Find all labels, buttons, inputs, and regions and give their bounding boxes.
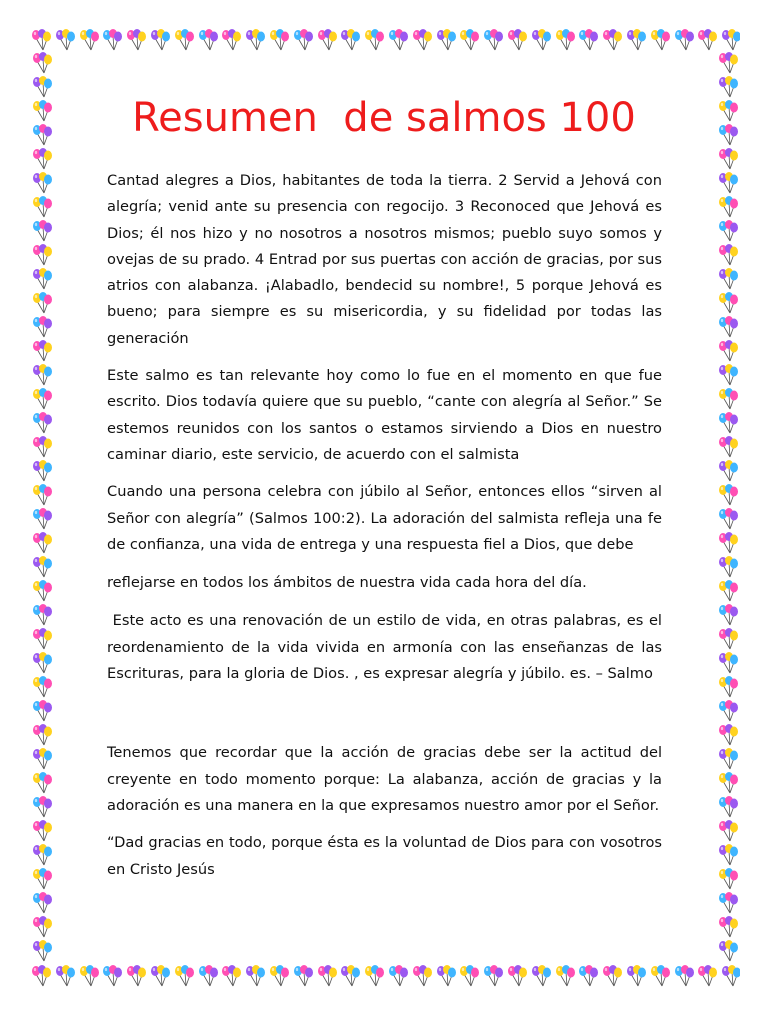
balloon-icon bbox=[717, 172, 739, 194]
balloon-icon bbox=[31, 52, 53, 74]
balloon-icon bbox=[173, 29, 195, 51]
balloon-icon bbox=[31, 748, 53, 770]
balloon-icon bbox=[31, 892, 53, 914]
balloon-icon bbox=[31, 316, 53, 338]
balloon-icon bbox=[292, 965, 314, 987]
balloon-icon bbox=[31, 580, 53, 602]
balloon-icon bbox=[554, 965, 576, 987]
balloon-icon bbox=[101, 29, 123, 51]
balloon-icon bbox=[506, 965, 528, 987]
balloon-icon bbox=[292, 29, 314, 51]
balloon-icon bbox=[649, 29, 671, 51]
balloon-icon bbox=[625, 965, 647, 987]
balloon-icon bbox=[696, 965, 718, 987]
balloon-icon bbox=[482, 29, 504, 51]
paragraph-daily-life: reflejarse en todos los ámbitos de nuestra vida cada hora del día. bbox=[107, 574, 587, 592]
balloon-icon bbox=[435, 29, 457, 51]
balloon-icon bbox=[696, 29, 718, 51]
balloon-icon bbox=[717, 772, 739, 794]
balloon-icon bbox=[339, 29, 361, 51]
balloon-icon bbox=[125, 965, 147, 987]
balloon-icon bbox=[30, 965, 52, 987]
balloon-icon bbox=[717, 556, 739, 578]
balloon-icon bbox=[54, 965, 76, 987]
balloon-icon bbox=[625, 29, 647, 51]
balloon-icon bbox=[717, 220, 739, 242]
balloon-icon bbox=[458, 965, 480, 987]
balloon-icon bbox=[31, 172, 53, 194]
balloon-icon bbox=[31, 700, 53, 722]
balloon-icon bbox=[717, 580, 739, 602]
balloon-icon bbox=[220, 965, 242, 987]
balloon-icon bbox=[31, 652, 53, 674]
balloon-icon bbox=[31, 460, 53, 482]
balloon-icon bbox=[316, 29, 338, 51]
paragraph-thanksgiving: Tenemos que recordar que la acción de gracias debe ser la actitud del creyente en todo momento porque: La alabanza, acción de gracias y la adoración es una manera en la que expresamos nuestro amor por el Señor. bbox=[107, 744, 662, 814]
balloon-icon bbox=[268, 965, 290, 987]
balloon-icon bbox=[720, 29, 740, 51]
balloon-icon bbox=[717, 868, 739, 890]
balloon-icon bbox=[31, 220, 53, 242]
balloon-icon bbox=[31, 292, 53, 314]
balloon-icon bbox=[601, 29, 623, 51]
paragraph-quote: “Dad gracias en todo, porque ésta es la voluntad de Dios para con vosotros en Cristo Jesús bbox=[107, 834, 662, 878]
balloon-icon bbox=[717, 52, 739, 74]
balloon-icon bbox=[717, 820, 739, 842]
balloon-icon bbox=[717, 652, 739, 674]
balloon-icon bbox=[717, 628, 739, 650]
balloon-icon bbox=[458, 29, 480, 51]
balloon-icon bbox=[717, 676, 739, 698]
balloon-icon bbox=[31, 772, 53, 794]
balloon-icon bbox=[717, 292, 739, 314]
balloon-icon bbox=[387, 965, 409, 987]
balloon-icon bbox=[673, 29, 695, 51]
balloon-icon bbox=[601, 965, 623, 987]
balloon-icon bbox=[363, 965, 385, 987]
balloon-icon bbox=[717, 412, 739, 434]
balloon-icon bbox=[31, 388, 53, 410]
balloon-icon bbox=[717, 316, 739, 338]
balloon-icon bbox=[31, 844, 53, 866]
balloon-icon bbox=[31, 628, 53, 650]
document-body bbox=[107, 168, 667, 883]
balloon-icon bbox=[363, 29, 385, 51]
balloon-icon bbox=[197, 965, 219, 987]
border-right bbox=[716, 52, 740, 964]
balloon-icon bbox=[717, 364, 739, 386]
border-bottom bbox=[30, 964, 740, 988]
balloon-icon bbox=[717, 148, 739, 170]
balloon-icon bbox=[717, 484, 739, 506]
balloon-icon bbox=[717, 508, 739, 530]
balloon-icon bbox=[31, 724, 53, 746]
balloon-icon bbox=[717, 700, 739, 722]
balloon-icon bbox=[197, 29, 219, 51]
balloon-icon bbox=[717, 340, 739, 362]
balloon-icon bbox=[78, 29, 100, 51]
balloon-icon bbox=[717, 844, 739, 866]
balloon-icon bbox=[31, 436, 53, 458]
balloon-icon bbox=[717, 436, 739, 458]
balloon-icon bbox=[717, 388, 739, 410]
balloon-icon bbox=[31, 364, 53, 386]
balloon-icon bbox=[411, 29, 433, 51]
balloon-icon bbox=[339, 965, 361, 987]
border-top bbox=[30, 28, 740, 52]
balloon-icon bbox=[577, 965, 599, 987]
balloon-icon bbox=[717, 196, 739, 218]
balloon-icon bbox=[717, 604, 739, 626]
balloon-icon bbox=[649, 965, 671, 987]
balloon-icon bbox=[31, 508, 53, 530]
balloon-icon bbox=[530, 965, 552, 987]
balloon-icon bbox=[244, 29, 266, 51]
balloon-icon bbox=[244, 965, 266, 987]
balloon-icon bbox=[673, 965, 695, 987]
balloon-icon bbox=[717, 244, 739, 266]
balloon-icon bbox=[411, 965, 433, 987]
balloon-icon bbox=[717, 724, 739, 746]
balloon-icon bbox=[30, 29, 52, 51]
balloon-icon bbox=[31, 412, 53, 434]
page-title: Resumen de salmos 100 bbox=[132, 95, 636, 141]
balloon-icon bbox=[31, 268, 53, 290]
balloon-icon bbox=[530, 29, 552, 51]
balloon-icon bbox=[101, 965, 123, 987]
balloon-icon bbox=[31, 244, 53, 266]
balloon-icon bbox=[220, 29, 242, 51]
balloon-icon bbox=[268, 29, 290, 51]
balloon-icon bbox=[31, 148, 53, 170]
paragraph-psalm-text: Cantad alegres a Dios, habitantes de toda la tierra. 2 Servid a Jehová con alegría; venid ante su presencia con regocijo. 3 Reconoced que Jehová es Dios; él nos hizo y no nosotros a nosotros mismos; pueblo suyo somos y ovejas de su prado. 4 Entrad por sus puertas con acción de gracias, por sus atrios con alabanza. ¡Alabadlo, bendecid su nombre!, 5 porque Jehová es bueno; para siempre es su misericordia, y su fidelidad por todas las generación bbox=[107, 172, 662, 347]
balloon-icon bbox=[173, 965, 195, 987]
balloon-icon bbox=[31, 556, 53, 578]
balloon-icon bbox=[717, 268, 739, 290]
balloon-icon bbox=[31, 340, 53, 362]
balloon-icon bbox=[78, 965, 100, 987]
balloon-icon bbox=[554, 29, 576, 51]
balloon-icon bbox=[435, 965, 457, 987]
balloon-icon bbox=[316, 965, 338, 987]
balloon-icon bbox=[125, 29, 147, 51]
balloon-icon bbox=[717, 916, 739, 938]
balloon-icon bbox=[31, 820, 53, 842]
border-left bbox=[30, 52, 54, 964]
balloon-icon bbox=[387, 29, 409, 51]
balloon-icon bbox=[717, 748, 739, 770]
balloon-icon bbox=[717, 460, 739, 482]
balloon-icon bbox=[717, 892, 739, 914]
balloon-icon bbox=[149, 29, 171, 51]
balloon-icon bbox=[577, 29, 599, 51]
balloon-icon bbox=[717, 796, 739, 818]
paragraph-renewal: Este acto es una renovación de un estilo de vida, en otras palabras, es el reordenamiento de la vida vivida en armonía con las enseñanzas de las Escrituras, para la gloria de Dios. , es expresar alegría y júbilo. es. – Salmo bbox=[107, 612, 667, 683]
balloon-icon bbox=[506, 29, 528, 51]
paragraph-celebration: Cuando una persona celebra con júbilo al Señor, entonces ellos “sirven al Señor con alegría” (Salmos 100:2). La adoración del salmista refleja una fe de confianza, una vida de entrega y una respuesta fiel a Dios, que debe bbox=[107, 483, 662, 553]
balloon-icon bbox=[720, 965, 740, 987]
balloon-icon bbox=[31, 604, 53, 626]
balloon-icon bbox=[54, 29, 76, 51]
paragraph-relevance: Este salmo es tan relevante hoy como lo fue en el momento en que fue escrito. Dios todavía quiere que su pueblo, “cante con alegría al Señor.” Se estemos reunidos con los santos o estamos sirviendo a Dios en nuestro caminar diario, este servicio, de acuerdo con el salmista bbox=[107, 367, 662, 463]
balloon-icon bbox=[31, 868, 53, 890]
balloon-icon bbox=[31, 196, 53, 218]
balloon-icon bbox=[31, 916, 53, 938]
balloon-icon bbox=[31, 940, 53, 962]
balloon-icon bbox=[31, 484, 53, 506]
balloon-icon bbox=[149, 965, 171, 987]
balloon-icon bbox=[31, 796, 53, 818]
balloon-icon bbox=[482, 965, 504, 987]
balloon-icon bbox=[717, 940, 739, 962]
balloon-icon bbox=[717, 532, 739, 554]
balloon-icon bbox=[31, 676, 53, 698]
balloon-icon bbox=[31, 532, 53, 554]
